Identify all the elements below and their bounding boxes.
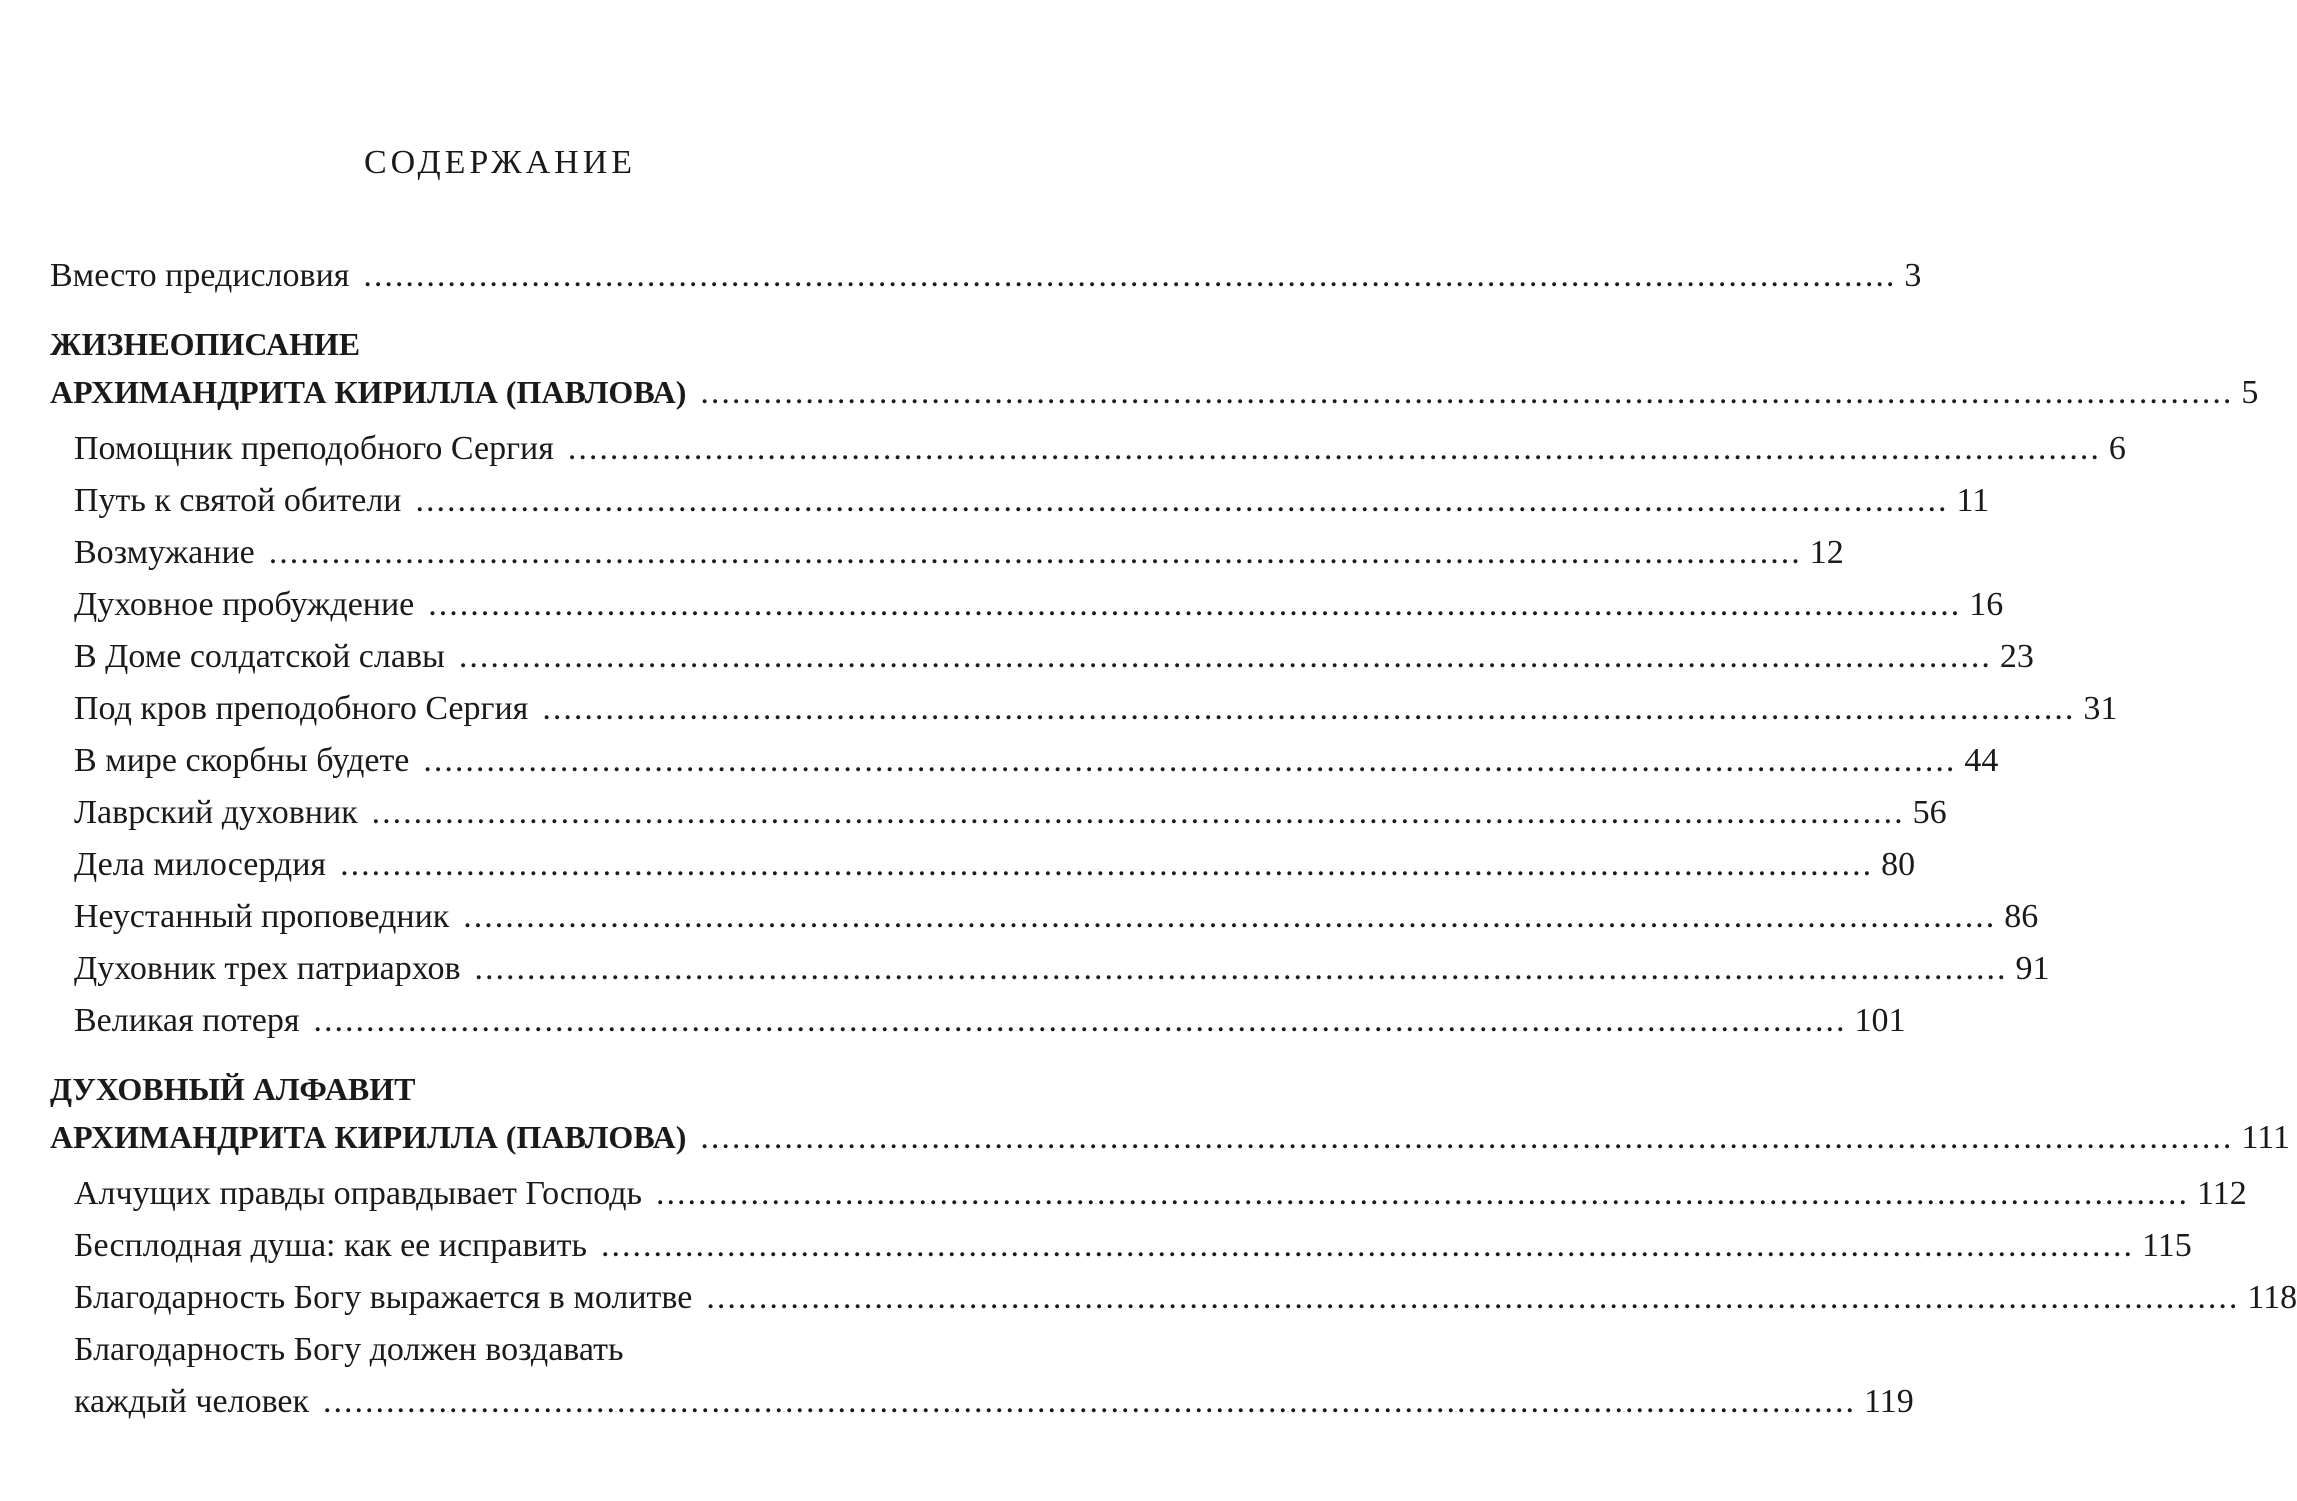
toc-entry-page: 115 xyxy=(2141,1227,2192,1264)
toc-entry-page: 112 xyxy=(2197,1175,2247,1212)
toc-entry-title: Путь к святой обители xyxy=(74,482,402,519)
toc-entry[interactable] xyxy=(50,1220,2192,1272)
dot-leader: .................................................................................................................................................. xyxy=(371,794,1905,831)
dot-leader: .................................................................................................................................................. xyxy=(706,1279,2240,1316)
toc-entry[interactable] xyxy=(50,631,2034,683)
section-heading-line1: ЖИЗНЕОПИСАНИЕ xyxy=(50,326,361,362)
toc-entry-title: Великая потеря xyxy=(74,1002,300,1039)
toc-entry-page: 11 xyxy=(1956,482,1990,519)
toc-entry[interactable] xyxy=(50,943,2050,995)
toc-entry-title-line2: каждый человек xyxy=(74,1383,310,1420)
dot-leader: .................................................................................................................................................. xyxy=(458,638,1992,675)
section-heading-alphabet[interactable] xyxy=(50,1065,2290,1162)
section-heading-line1: ДУХОВНЫЙ АЛФАВИТ xyxy=(50,1071,416,1107)
toc-entry-page: 101 xyxy=(1854,1002,1906,1039)
toc-entry[interactable] xyxy=(50,787,1947,839)
toc-entry-title: Лаврский духовник xyxy=(74,794,358,831)
toc-entry-page: 44 xyxy=(1964,742,1999,779)
section-heading-line2: АРХИМАНДРИТА КИРИЛЛА (ПАВЛОВА) xyxy=(50,1119,687,1155)
dot-leader: .................................................................................................................................................. xyxy=(600,1227,2134,1264)
toc-entry[interactable] xyxy=(50,683,2118,735)
toc-entry-title: Вместо предисловия xyxy=(50,257,350,294)
toc-entry-multiline[interactable] xyxy=(50,1324,1914,1428)
toc-entry[interactable] xyxy=(50,475,1990,527)
dot-leader: .................................................................................................................................................. xyxy=(428,586,1962,623)
toc-entry-title: Помощник преподобного Сергия xyxy=(74,430,554,467)
toc-entry-page: 86 xyxy=(2004,898,2039,935)
toc-entry[interactable] xyxy=(50,891,2039,943)
section-heading-page: 5 xyxy=(2241,374,2259,411)
dot-leader: .................................................................................................................................................. xyxy=(463,898,1997,935)
toc-entry[interactable] xyxy=(50,423,2126,475)
toc-entry-page: 16 xyxy=(1969,586,2004,623)
toc-entry[interactable] xyxy=(50,839,1916,891)
toc-entry-title: Возмужание xyxy=(74,534,255,571)
toc-entry-page: 118 xyxy=(2247,1279,2297,1316)
toc-entry-page: 56 xyxy=(1912,794,1947,831)
toc-entry-title: Духовное пробуждение xyxy=(74,586,415,623)
section-heading-line2: АРХИМАНДРИТА КИРИЛЛА (ПАВЛОВА) xyxy=(50,374,687,410)
toc-entry-page: 3 xyxy=(1904,257,1922,294)
toc-entry[interactable] xyxy=(50,995,1906,1047)
toc-entry-title-line1: Благодарность Богу должен воздавать xyxy=(74,1331,624,1368)
dot-leader: .................................................................................................................................................. xyxy=(700,1119,2234,1156)
toc-entry-page: 6 xyxy=(2108,430,2126,467)
toc-entry-title: Благодарность Богу выражается в молитве xyxy=(74,1279,693,1316)
toc-entry-page: 12 xyxy=(1809,534,1844,571)
toc-entry-title: Неустанный проповедник xyxy=(74,898,450,935)
dot-leader: .................................................................................................................................................. xyxy=(313,1002,1847,1039)
dot-leader: .................................................................................................................................................. xyxy=(474,950,2008,987)
table-of-contents xyxy=(50,250,2297,1428)
section-heading-page: 111 xyxy=(2241,1119,2290,1156)
dot-leader: .................................................................................................................................................. xyxy=(542,690,2076,727)
dot-leader: .................................................................................................................................................. xyxy=(268,534,1802,571)
toc-entry-title: В мире скорбны будете xyxy=(74,742,410,779)
toc-entry-page: 80 xyxy=(1881,846,1916,883)
toc-entry[interactable] xyxy=(50,527,1844,579)
dot-leader: .................................................................................................................................................. xyxy=(340,846,1874,883)
toc-entry-page: 119 xyxy=(1864,1383,1914,1420)
toc-entry-title: Дела милосердия xyxy=(74,846,327,883)
dot-leader: .................................................................................................................................................. xyxy=(567,430,2101,467)
toc-entry-intro[interactable] xyxy=(50,250,1922,302)
toc-entry-page: 31 xyxy=(2083,690,2118,727)
dot-leader: .................................................................................................................................................. xyxy=(656,1175,2190,1212)
dot-leader: .................................................................................................................................................. xyxy=(423,742,1957,779)
dot-leader: .................................................................................................................................................. xyxy=(415,482,1949,519)
toc-entry-page: 91 xyxy=(2015,950,2050,987)
dot-leader: .................................................................................................................................................. xyxy=(363,257,1897,294)
toc-entry-title: Бесплодная душа: как ее исправить xyxy=(74,1227,587,1264)
toc-entry-title: Духовник трех патриархов xyxy=(74,950,461,987)
toc-entry[interactable] xyxy=(50,1168,2247,1220)
toc-entry-title: Алчущих правды оправдывает Господь xyxy=(74,1175,643,1212)
toc-entry[interactable] xyxy=(50,1272,2297,1324)
toc-entry[interactable] xyxy=(50,579,2004,631)
dot-leader: .................................................................................................................................................. xyxy=(323,1383,1857,1420)
dot-leader: .................................................................................................................................................. xyxy=(700,374,2234,411)
toc-entry-page: 23 xyxy=(1999,638,2034,675)
toc-entry[interactable] xyxy=(50,735,1999,787)
page-title: СОДЕРЖАНИЕ xyxy=(363,144,637,181)
toc-entry-title: В Доме солдатской славы xyxy=(74,638,445,675)
section-heading-biography[interactable] xyxy=(50,320,2259,417)
toc-entry-title: Под кров преподобного Сергия xyxy=(74,690,529,727)
